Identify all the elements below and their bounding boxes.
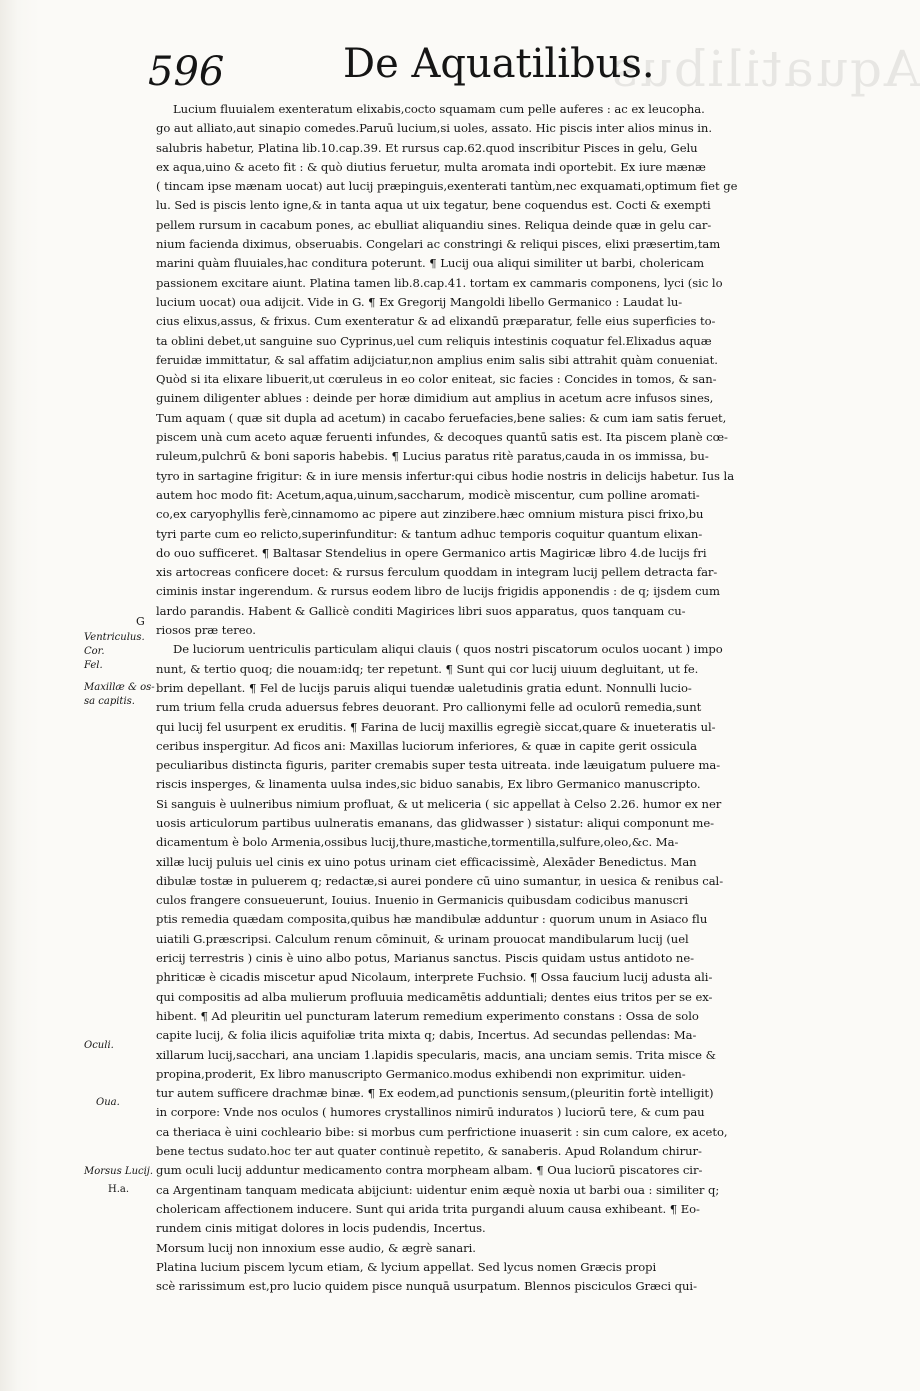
- text-line: ciminis instar ingerendum. & rursus eodem libro de lucijs frigidis apponendis : de q; ijsdem cum: [156, 584, 720, 599]
- text-line: bene tectus sudato.hoc ter aut quater continuè repetito, & sanaberis. Apud Rolandum chirur-: [156, 1144, 702, 1159]
- text-line: phriticæ è cicadis miscetur apud Nicolaum, interprete Fuchsio. ¶ Ossa faucium lucij adusta ali-: [156, 970, 713, 985]
- text-line: rundem cinis mitigat dolores in locis pudendis, Incertus.: [156, 1221, 486, 1236]
- text-line: rum trium fella cruda aduersus febres deuorant. Pro callionymi felle ad oculorū remedia,sunt: [156, 700, 702, 715]
- text-line: xis artocreas conficere docet: & rursus ferculum quoddam in integram lucij pellem detracta far-: [156, 565, 718, 580]
- margin-note-oculi: Oculi.: [84, 1040, 114, 1051]
- text-line: in corpore: Vnde nos oculos ( humores crystallinos nimirū induratos ) luciorū tere, & cum pau: [156, 1105, 705, 1120]
- text-line: dibulæ tostæ in puluerem q; redactæ,si aurei pondere cū uino sumantur, in uesica & renibus cal-: [156, 873, 724, 888]
- text-line: uiatili G.præscripsi. Calculum renum cōminuit, & urinam prouocat mandibularum lucij (uel: [156, 931, 689, 946]
- text-line: piscem unà cum aceto aquæ feruenti infundes, & decoques quantū satis est. Ita piscem planè cœ-: [156, 430, 728, 445]
- text-line: gum oculi lucij adduntur medicamento contra morpheam albam. ¶ Oua luciorū piscatores cir-: [156, 1163, 703, 1178]
- text-line: lucium uocat) oua adijcit. Vide in G. ¶ Ex Gregorij Mangoldi libello Germanico : Laudat lu-: [156, 294, 683, 309]
- text-line: cius elixus,assus, & frixus. Cum exenteratur & ad elixandū præparatur, felle eius superficies to-: [156, 314, 716, 329]
- text-line: ericij terrestris ) cinis è uino albo potus, Marianus sanctus. Piscis quidam ustus antidoto ne-: [156, 951, 695, 966]
- text-line: propina,proderit, Ex libro manuscripto Germanico.modus exhibendi non exprimitur. uiden-: [156, 1066, 686, 1081]
- text-line: marini quàm fluuiales,hac conditura poterunt. ¶ Lucij oua aliqui similiter ut barbi, cholericam: [156, 256, 705, 271]
- text-line: lardo parandis. Habent & Gallicè conditi Magirices libri suos apparatus, quos tanquam cu-: [156, 603, 686, 618]
- text-line: passionem excitare aiunt. Platina tamen lib.8.cap.41. tortam ex cammaris componens, lyci (sic lo: [156, 275, 723, 290]
- text-line: Lucium fluuialem exenteratum elixabis,cocto squamam cum pelle auferes : ac ex leucopha.: [173, 102, 705, 116]
- text-line: capite lucij, & folia ilicis aquifoliæ trita mixta q; dabis, Incertus. Ad secundas pellendas: Ma-: [156, 1028, 697, 1043]
- text-line: brim depellant. ¶ Fel de lucijs paruis aliqui tuendæ ualetudinis gratia edunt. Nonnulli lucio-: [156, 680, 692, 695]
- text-line: culos frangere consueuerunt, Iouius. Inuenio in Germanicis quibusdam codicibus manuscri: [156, 893, 689, 908]
- running-head: De Aquatilibus.: [343, 41, 655, 87]
- text-line: nium facienda diximus, obseruabis. Congelari ac constringi & reliqui pisces, elixi præsertim,tam: [156, 237, 721, 252]
- text-line: co,ex caryophyllis ferè,cinnamomo ac pipere aut zinzibere.hæc omnium mistura pisci frixo,bu: [156, 507, 704, 522]
- text-line: go aut alliato,aut sinapio comedes.Paruū lucium,si uoles, assato. Hic piscis inter alios minus in.: [156, 121, 712, 136]
- text-line: ca Argentinam tanquam medicata abijciunt: uidentur enim æquè noxia ut barbi oua : similiter q;: [156, 1182, 720, 1197]
- text-line: dicamentum è bolo Armenia,ossibus lucij,thure,mastiche,tormentilla,sulfure,oleo,&c. Ma-: [156, 835, 679, 850]
- text-line: hibent. ¶ Ad pleuritin uel puncturam laterum remedium experimento constans : Ossa de solo: [156, 1008, 699, 1023]
- text-line: ex aqua,uino & aceto fit : & quò diutius feruetur, multa aromata indi oportebit. Ex iure mænæ: [156, 159, 706, 174]
- text-line: Morsum lucij non innoxium esse audio, & ægrè sanari.: [156, 1240, 476, 1255]
- text-line: do ouo sufficeret. ¶ Baltasar Stendelius in opere Germanico artis Magiricæ libro 4.de lucijs fri: [156, 545, 707, 560]
- margin-note-fel: Fel.: [84, 660, 103, 671]
- text-line: tyro in sartagine frigitur: & in iure mensis infertur:qui cibus hodie nostris in delicijs habetur. Ius la: [156, 468, 735, 483]
- text-line: autem hoc modo fit: Acetum,aqua,uinum,saccharum, modicè miscentur, cum polline aromati-: [156, 487, 700, 502]
- text-line: ta oblini debet,ut sanguine suo Cyprinus,uel cum reliquis intestinis coquatur fel.Elixadus aquæ: [156, 333, 712, 348]
- text-line: uosis articulorum partibus uulneratis emanans, das glidwasser ) sistatur: aliqui componunt me-: [156, 815, 715, 830]
- text-line: guinem diligenter ablues : deinde per horæ dimidium aut amplius in acetum acre infusos sines,: [156, 391, 714, 406]
- text-line: De luciorum uentriculis particulam aliqui clauis ( quos nostri piscatorum oculos uocant ) impo: [173, 642, 723, 657]
- margin-note-maxillae: Maxillæ & os-: [84, 682, 155, 693]
- text-line: peculiaribus distincta figuris, pariter cremabis super testa uitreata. inde læuigatum puluere ma-: [156, 758, 721, 773]
- text-line: ( tincam ipse mænam uocat) aut lucij præpinguis,exenterati tantùm,nec exquamati,optimum fiet ge: [156, 179, 738, 194]
- text-line: xillæ lucij puluis uel cinis ex uino potus urinam ciet efficacissimè, Alexāder Benedictus. Man: [156, 854, 697, 869]
- text-line: feruidæ immittatur, & sal affatim adijciatur,non amplius enim salis sibi attrahit quàm conueniat.: [156, 352, 718, 367]
- text-line: qui lucij fel usurpent ex eruditis. ¶ Farina de lucij maxillis egregiè siccat,quare & inueteratis ul-: [156, 719, 716, 734]
- text-line: lu. Sed is piscis lento igne,& in tanta aqua ut uix tegatur, bene coquendus est. Cocti & exempti: [156, 198, 711, 213]
- margin-note-section-mark: H.a.: [108, 1184, 130, 1195]
- text-line: Platina lucium piscem lycum etiam, & lycium appellat. Sed lycus nomen Græcis propi: [156, 1259, 657, 1274]
- text-line: [156, 1296, 794, 1315]
- margin-letter-g: G: [136, 615, 145, 628]
- show-through-ink: Aquatilibus: [610, 40, 920, 98]
- text-line: ca theriaca è uini cochleario bibe: si morbus cum perfrictione inuaserit : sin cum calore, ex aceto,: [156, 1124, 728, 1139]
- text-line: Si sanguis è uulneribus nimium profluat, & ut meliceria ( sic appellat à Celso 2.26. humor ex ner: [156, 796, 722, 811]
- text-line: riscis insperges, & linamenta uulsa indes,sic biduo sanabis, Ex libro Germanico manuscripto.: [156, 777, 701, 792]
- text-line: ruleum,pulchrū & boni saporis habebis. ¶ Lucius paratus ritè paratus,cauda in os immissa, bu-: [156, 449, 709, 464]
- margin-note-cor: Cor.: [84, 646, 105, 657]
- page-number: 596: [148, 49, 225, 95]
- text-line: riosos præ tereo.: [156, 623, 256, 638]
- text-line: cholericam affectionem inducere. Sunt qui arida trita purgandi aluum causa exhibeant. ¶ Eo-: [156, 1201, 700, 1216]
- text-line: Tum aquam ( quæ sit dupla ad acetum) in cacabo feruefacies,bene salies: & cum iam satis feruet,: [156, 410, 727, 425]
- margin-note-ventriculus: Ventriculus.: [84, 632, 145, 643]
- text-line: salubris habetur, Platina lib.10.cap.39. Et rursus cap.62.quod inscribitur Pisces in gelu, Gelu: [156, 140, 698, 155]
- body-text: [156, 100, 794, 1294]
- text-line: qui compositis ad alba mulierum profluuia medicamētis adduntiali; dentes eius tritos per se ex-: [156, 989, 713, 1004]
- text-line: xillarum lucij,sacchari, ana unciam 1.lapidis specularis, macis, ana unciam semis. Trita misce &: [156, 1047, 716, 1062]
- text-line: scè rarissimum est,pro lucio quidem pisce nunquā usurpatum. Blennos pisciculos Græci qui-: [156, 1279, 697, 1294]
- text-line: nunt, & tertio quoq; die nouam:idq; ter repetunt. ¶ Sunt qui cor lucij uiuum degluitant, ut fe.: [156, 661, 699, 676]
- text-line: Quòd si ita elixare libuerit,ut cœruleus in eo color eniteat, sic facies : Concides in tomos, & san-: [156, 372, 717, 387]
- margin-note-ossa-capitis: sa capitis.: [84, 696, 135, 707]
- margin-note-morsus-lucij: Morsus Lucij.: [84, 1166, 154, 1177]
- text-line: pellem rursum in cacabum pones, ac ebulliat aliquandiu sines. Reliqua deinde quæ in gelu car-: [156, 217, 712, 232]
- text-line: tyri parte cum eo relicto,superinfunditur: & tantum adhuc temporis coquitur quantum elixan-: [156, 526, 703, 541]
- text-line: tur autem sufficere drachmæ binæ. ¶ Ex eodem,ad punctionis sensum,(pleuritin fortè intelligit): [156, 1086, 714, 1101]
- margin-note-oua: Oua.: [96, 1097, 120, 1108]
- text-line: ptis remedia quædam composita,quibus hæ mandibulæ adduntur : quorum unum in Asiaco flu: [156, 912, 708, 927]
- text-line: ceribus inspergitur. Ad ficos ani: Maxillas luciorum inferiores, & quæ in capite gerit ossicula: [156, 738, 697, 753]
